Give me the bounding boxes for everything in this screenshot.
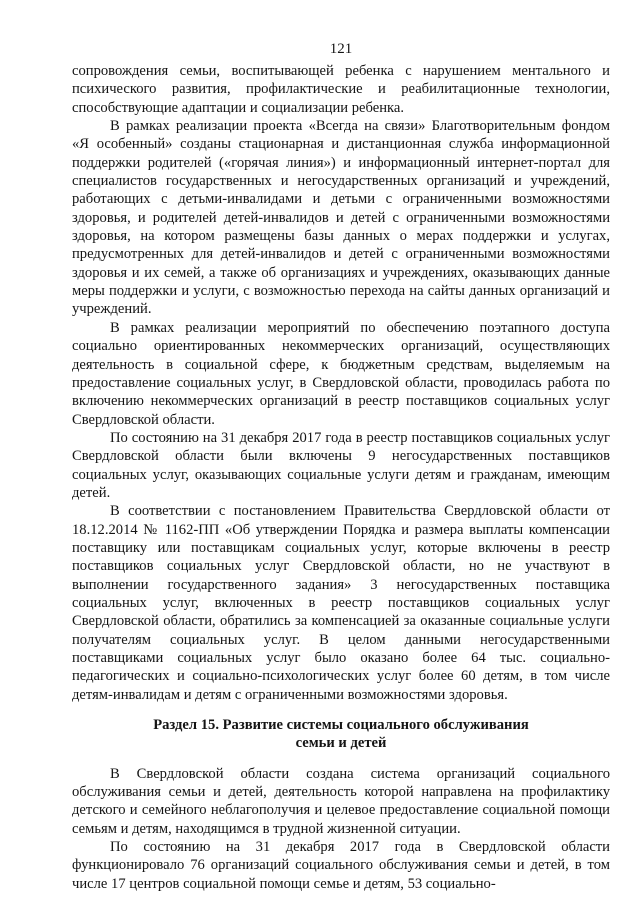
paragraph: По состоянию на 31 декабря 2017 года в Свердловской области функционировало 76 организаций социального обслуживания семьи и детей, в том числе 17 центров социальной помощи семье и детям, 53 социально- bbox=[72, 839, 610, 892]
paragraph: В рамках реализации проекта «Всегда на связи» Благотворительным фондом «Я особенный» созданы стационарная и дистанционная служба информационной поддержки родителей («горячая линия») и информационный интернет-портал для специалистов государственных и негосударственных организаций и учреждений, работающих с детьми-инвалидами и детьми с ограниченными возможностями здоровья, и родителей детей-инвалидов и детей с ограниченными возможностями здоровья, на котором размещены базы данных о мерах поддержки и услугах, предусмотренных для детей-инвалидов и детей с ограниченными возможностями здоровья и их семей, а также об организациях и учреждениях, оказывающих данные меры поддержки и услуги, с возможностью перехода на сайты данных организаций и учреждений. bbox=[72, 118, 610, 318]
paragraph: В рамках реализации мероприятий по обеспечению поэтапного доступа социально ориентированных некоммерческих организаций, осуществляющих деятельность в социальной сфере, к бюджетным средствам, выделяемым на предоставление социальных услуг, в Свердловской области, проводилась работа по включению некоммерческих организаций в реестр поставщиков социальных услуг Свердловской области. bbox=[72, 319, 610, 428]
paragraph: В Свердловской области создана система организаций социального обслуживания семьи и детей, деятельность которой направлена на профилактику детского и семейного неблагополучия и целевое предоставление социальной помощи семьям и детям, находящимся в трудной жизненной ситуации. bbox=[72, 765, 610, 837]
page-number: 121 bbox=[329, 41, 353, 57]
section-heading-line: Раздел 15. Развитие системы социального обслуживания bbox=[153, 717, 529, 734]
paragraph: сопровождения семьи, воспитывающей ребенка с нарушением ментального и психического развития, профилактические и реабилитационные технологии, способствующие адаптации и социализации ребенка. bbox=[72, 63, 610, 116]
paragraph: В соответствии с постановлением Правительства Свердловской области от 18.12.2014 № 1162-ПП «Об утверждении Порядка и размера выплаты компенсации поставщику или поставщикам социальных услуг, которые включены в реестр поставщиков социальных услуг Свердловской области, но не участвуют в выполнении государственного задания» 3 негосударственных поставщика социальных услуг, включенных в реестр поставщиков социальных услуг Свердловской области, обратились за компенсацией за оказанные социальные услуги получателям социальных услуг. В целом данными негосударственными поставщиками социальных услуг было оказано более 64 тыс. социально-педагогических и социально-психологических услуг более 60 детям, в том числе детям-инвалидам и детям с ограниченными возможностями здоровья. bbox=[72, 503, 610, 703]
section-heading bbox=[72, 716, 610, 753]
section-heading-line: семьи и детей bbox=[295, 735, 387, 752]
paragraphs-after bbox=[72, 765, 610, 893]
paragraphs-before bbox=[72, 62, 610, 704]
document-page bbox=[72, 40, 610, 893]
paragraph: По состоянию на 31 декабря 2017 года в реестр поставщиков социальных услуг Свердловской области были включены 9 негосударственных поставщиков социальных услуг, оказывающих социальные услуги детям и гражданам, имеющим детей. bbox=[72, 429, 610, 501]
